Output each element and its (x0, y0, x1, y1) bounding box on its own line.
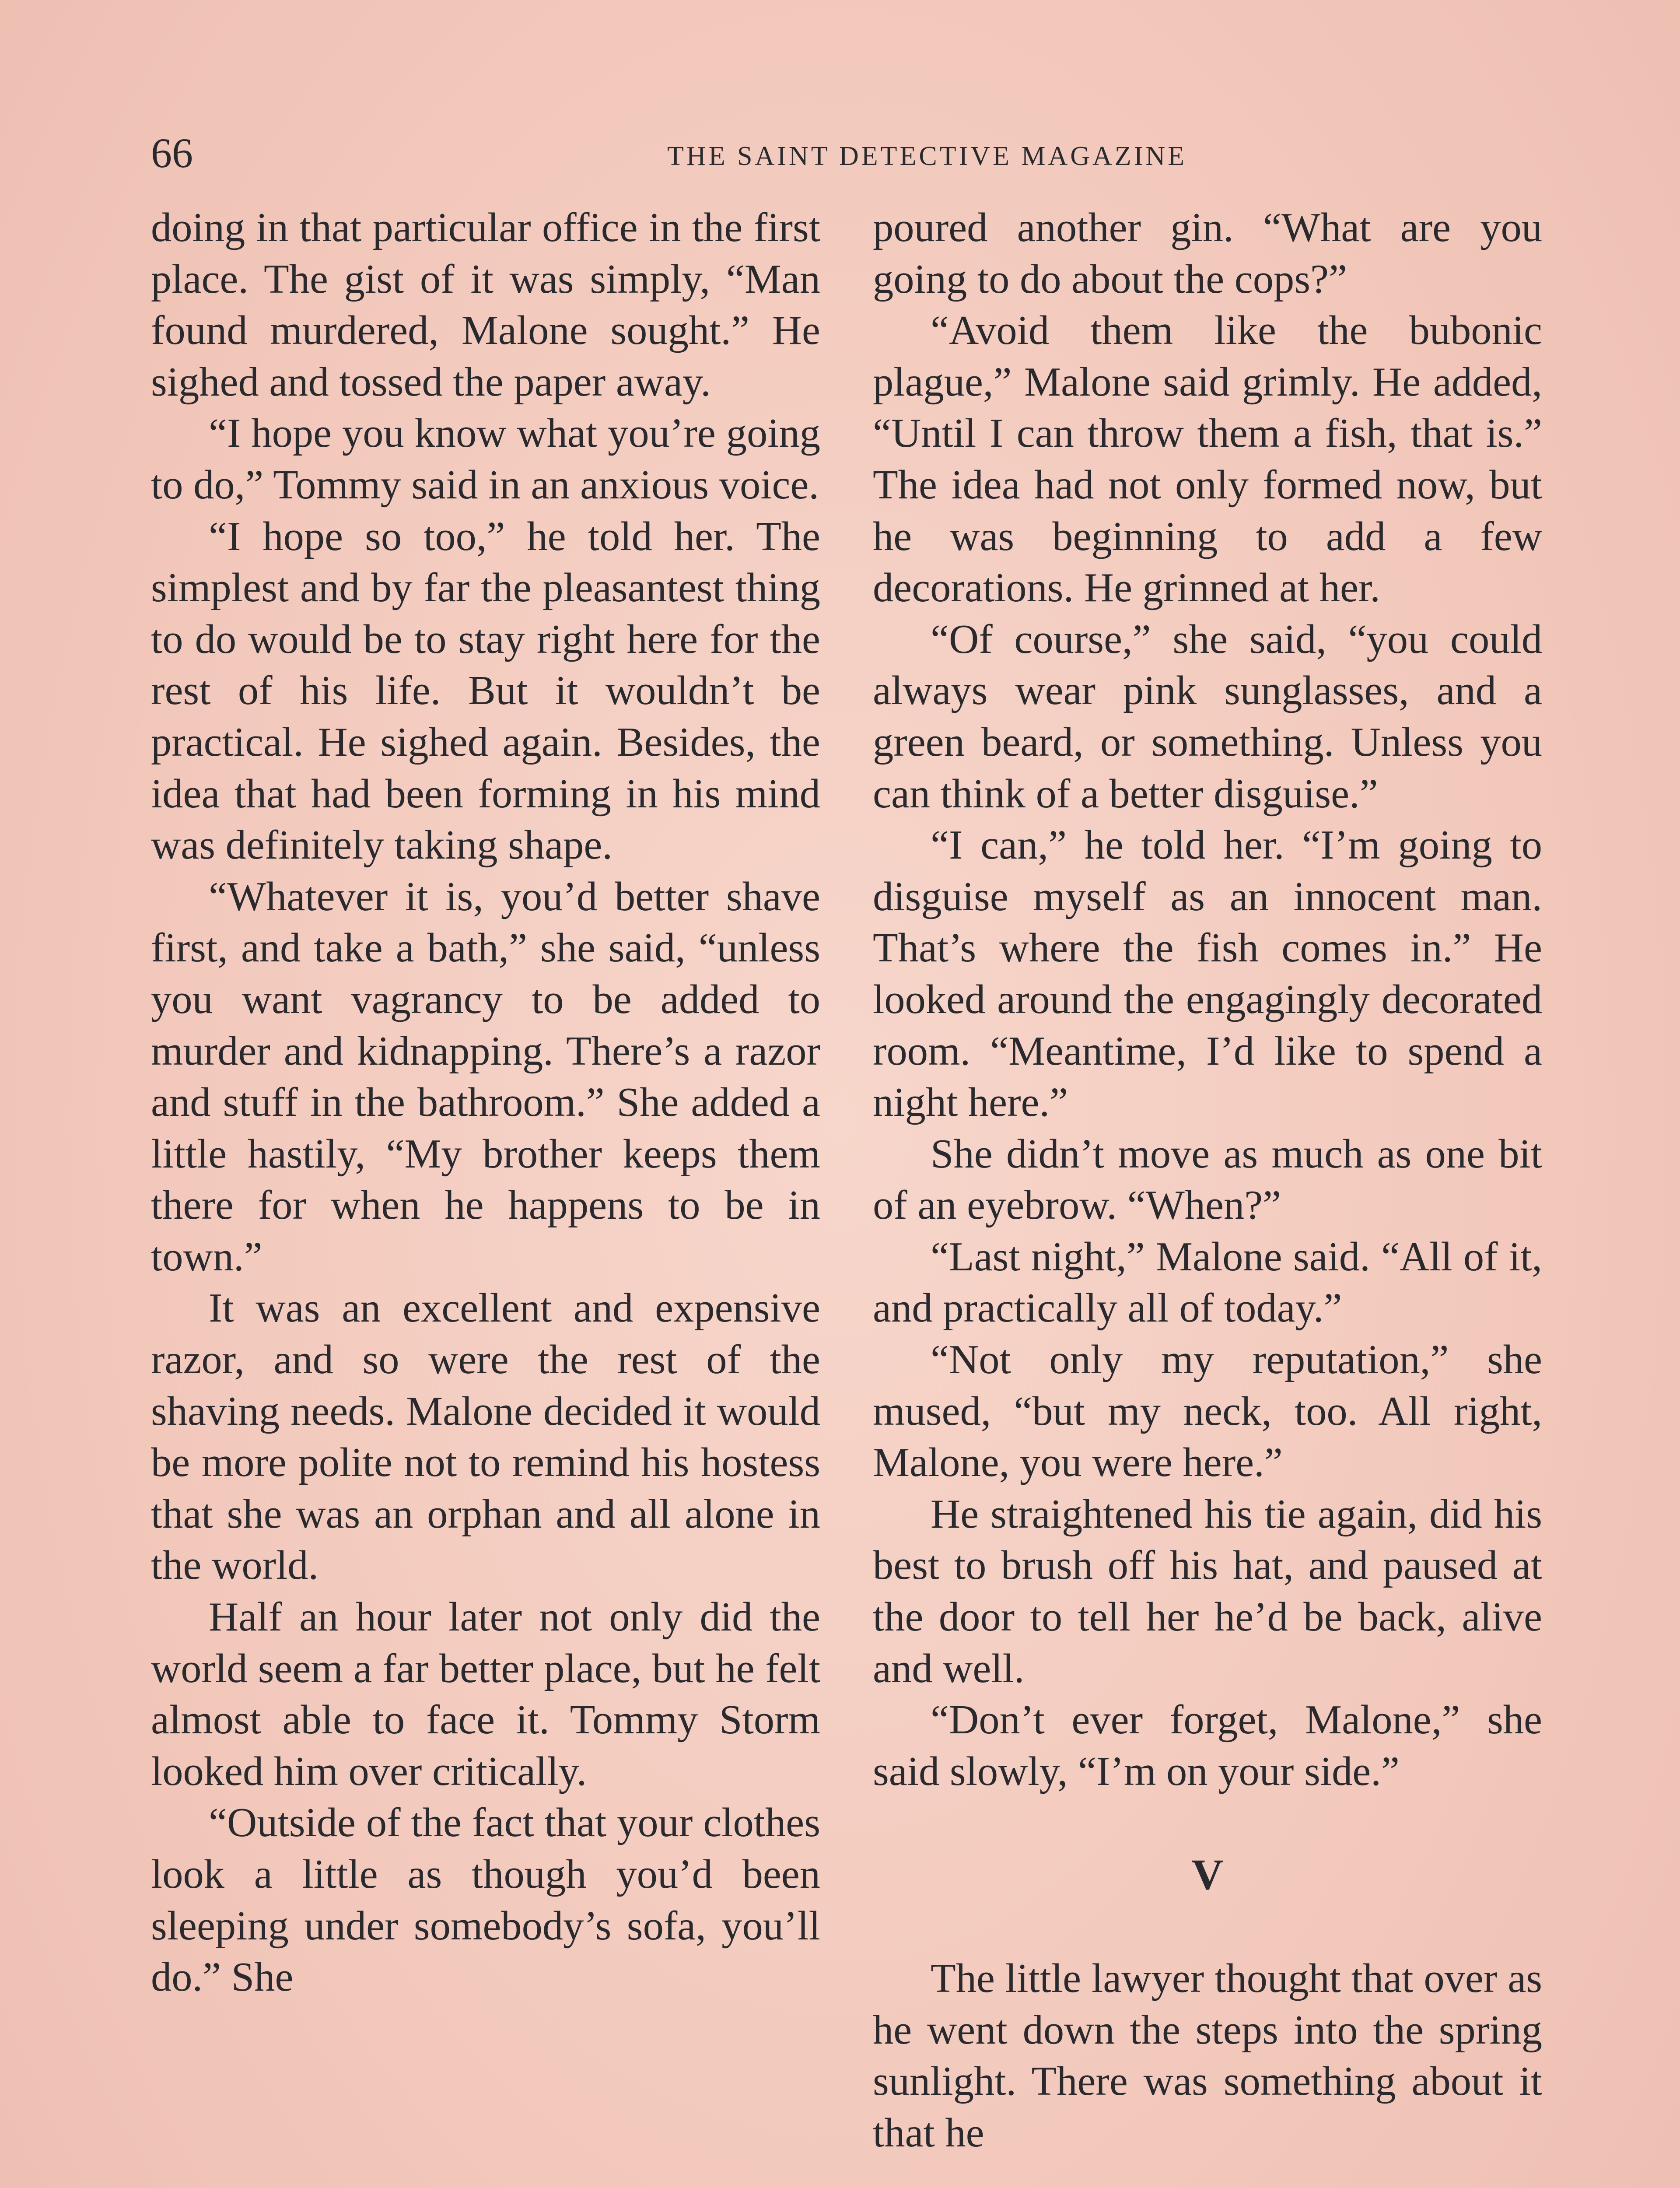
paragraph: doing in that particular office in the first place. The gist of it was simply, “Man found murdered, Malone sought.” He sighed and tossed the paper away. (151, 205, 820, 405)
paragraph: “I can,” he told her. “I’m going to disguise myself as an innocent man. That’s where the fish comes in.” He looked around the engagingly decorated room. “Meantime, I’d like to spend a night here.” (873, 822, 1542, 1126)
paragraph: “I hope you know what you’re going to do,” Tommy said in an anxious voice. (151, 410, 820, 508)
paragraph: “Not only my reputation,” she mused, “but my neck, too. All right, Malone, you were here.” (873, 1337, 1542, 1486)
paragraph: He straightened his tie again, did his best to brush off his hat, and paused at the door to tell her he’d be back, alive and well. (873, 1491, 1542, 1691)
paragraph: “Last night,” Malone said. “All of it, and practically all of today.” (873, 1234, 1542, 1331)
paragraph: “Avoid them like the bubonic plague,” Malone said grimly. He added, “Until I can throw them a fish, that is.” The idea had not only formed now, but he was beginning to add a few decorations. He grinned at her. (873, 308, 1542, 611)
paragraph: “Of course,” she said, “you could always wear pink sunglasses, and a green beard, or something. Unless you can think of a better disguise.” (873, 616, 1542, 817)
paragraph: poured another gin. “What are you going to do about the cops?” (873, 205, 1542, 302)
paragraph: “I hope so too,” he told her. The simplest and by far the pleasantest thing to do would be to stay right here for the rest of his life. But it wouldn’t be practical. He sighed again. Besides, the idea that had been forming in his mind was definitely taking shape. (151, 513, 820, 868)
paragraph: “Outside of the fact that your clothes look a little as though you’d been sleeping under somebody’s sofa, you’ll do.” She (151, 1800, 820, 2000)
section-heading: V (1191, 1850, 1224, 1899)
left-column (151, 202, 820, 2003)
page-header (151, 127, 1547, 179)
paragraph: “Whatever it is, you’d better shave first, and take a bath,” she said, “unless you want vagrancy to be added to murder and kidnapping. There’s a razor and stuff in the bathroom.” She added a little hastily, “My brother keeps them there for when he happens to be in town.” (151, 873, 820, 1280)
paragraph: The little lawyer thought that over as he went down the steps into the spring sunlight. There was something about it that he (873, 1956, 1542, 2156)
paragraph: It was an excellent and expensive razor, and so were the rest of the shaving needs. Malone decided it would be more polite not to remind his hostess that she was an orphan and all alone in the world. (151, 1285, 820, 1588)
paragraph: She didn’t move as much as one bit of an eyebrow. “When?” (873, 1131, 1542, 1228)
paragraph: Half an hour later not only did the world seem a far better place, but he felt almost able to face it. Tommy Storm looked him over critically. (151, 1594, 820, 1794)
page-number: 66 (151, 130, 193, 176)
right-column (873, 202, 1542, 2159)
running-head: THE SAINT DETECTIVE MAGAZINE (667, 141, 1187, 171)
paragraph: “Don’t ever forget, Malone,” she said slowly, “I’m on your side.” (873, 1697, 1542, 1794)
